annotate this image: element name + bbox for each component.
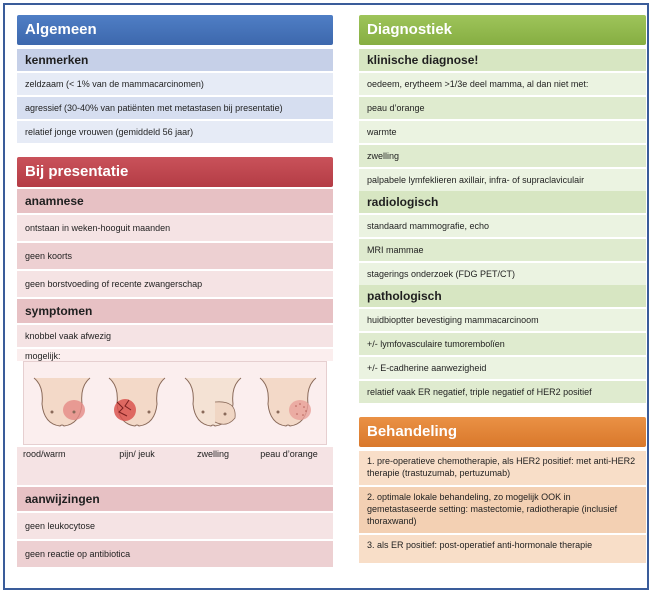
symptom-caption: rood/warm bbox=[23, 449, 66, 459]
radiologisch-item: stagerings onderzoek (FDG PET/CT) bbox=[359, 261, 646, 285]
aanwijzingen-item: geen leukocytose bbox=[17, 511, 333, 539]
behandeling-item: 1. pre-operatieve chemotherapie, als HER2 positief: met anti-HER2 therapie (trastuzumab, pertuzumab) bbox=[359, 449, 646, 485]
anamnese-item: geen koorts bbox=[17, 241, 333, 269]
algemeen-item: relatief jonge vrouwen (gemiddeld 56 jaar) bbox=[17, 119, 333, 143]
pathologisch-subheader: pathologisch bbox=[359, 285, 646, 307]
pathologisch-item: +/- E-cadherine aanwezigheid bbox=[359, 355, 646, 379]
radiologisch-subheader: radiologisch bbox=[359, 191, 646, 213]
symptom-caption: zwelling bbox=[196, 449, 229, 459]
klinisch-item: oedeem, erytheem >1/3e deel mamma, al dan niet met: bbox=[359, 71, 646, 95]
behandeling-item: 2. optimale lokale behandeling, zo mogelijk OOK in gemetastaseerde setting: mastectomie, radiotherapie (inclusief thoraxwand) bbox=[359, 485, 646, 533]
torso-pain-icon bbox=[105, 374, 169, 432]
mogelijk-label: mogelijk: bbox=[17, 347, 333, 361]
symptomen-item: knobbel vaak afwezig bbox=[17, 323, 333, 347]
torso-swelling-icon bbox=[181, 374, 245, 432]
aanwijzingen-subheader: aanwijzingen bbox=[17, 487, 333, 511]
pathologisch-item: huidbioptter bevestiging mammacarcinoom bbox=[359, 307, 646, 331]
kenmerken-subheader: kenmerken bbox=[17, 49, 333, 71]
anamnese-item: ontstaan in weken-hooguit maanden bbox=[17, 213, 333, 241]
diagnostiek-header: Diagnostiek bbox=[359, 15, 646, 45]
radiologisch-item: standaard mammografie, echo bbox=[359, 213, 646, 237]
symptom-figures bbox=[23, 361, 327, 445]
torso-redness-icon bbox=[30, 374, 94, 432]
algemeen-item: agressief (30-40% van patiënten met metastasen bij presentatie) bbox=[17, 95, 333, 119]
right-column bbox=[359, 15, 646, 563]
infographic-frame bbox=[3, 3, 649, 590]
left-column bbox=[17, 15, 333, 567]
behandeling-header: Behandeling bbox=[359, 417, 646, 447]
pathologisch-item: +/- lymfovasculaire tumorembolïen bbox=[359, 331, 646, 355]
radiologisch-item: MRI mammae bbox=[359, 237, 646, 261]
symptom-captions bbox=[17, 445, 333, 485]
symptomen-subheader: symptomen bbox=[17, 299, 333, 323]
klinisch-item: palpabele lymfeklieren axillair, infra- of supraclaviculair bbox=[359, 167, 646, 191]
presentatie-header: Bij presentatie bbox=[17, 157, 333, 187]
behandeling-item: 3. als ER positief: post-operatief anti-hormonale therapie bbox=[359, 533, 646, 563]
algemeen-header: Algemeen bbox=[17, 15, 333, 45]
anamnese-item: geen borstvoeding of recente zwangerschap bbox=[17, 269, 333, 297]
pathologisch-item: relatief vaak ER negatief, triple negatief of HER2 positief bbox=[359, 379, 646, 403]
aanwijzingen-item: geen reactie op antibiotica bbox=[17, 539, 333, 567]
klinisch-item: peau d’orange bbox=[359, 95, 646, 119]
torso-peau-icon bbox=[256, 374, 320, 432]
klinisch-subheader: klinische diagnose! bbox=[359, 49, 646, 71]
symptom-caption: pijn/ jeuk bbox=[119, 449, 155, 459]
klinisch-item: warmte bbox=[359, 119, 646, 143]
symptom-caption: peau d’orange bbox=[260, 449, 318, 459]
algemeen-item: zeldzaam (< 1% van de mammacarcinomen) bbox=[17, 71, 333, 95]
anamnese-subheader: anamnese bbox=[17, 189, 333, 213]
klinisch-item: zwelling bbox=[359, 143, 646, 167]
